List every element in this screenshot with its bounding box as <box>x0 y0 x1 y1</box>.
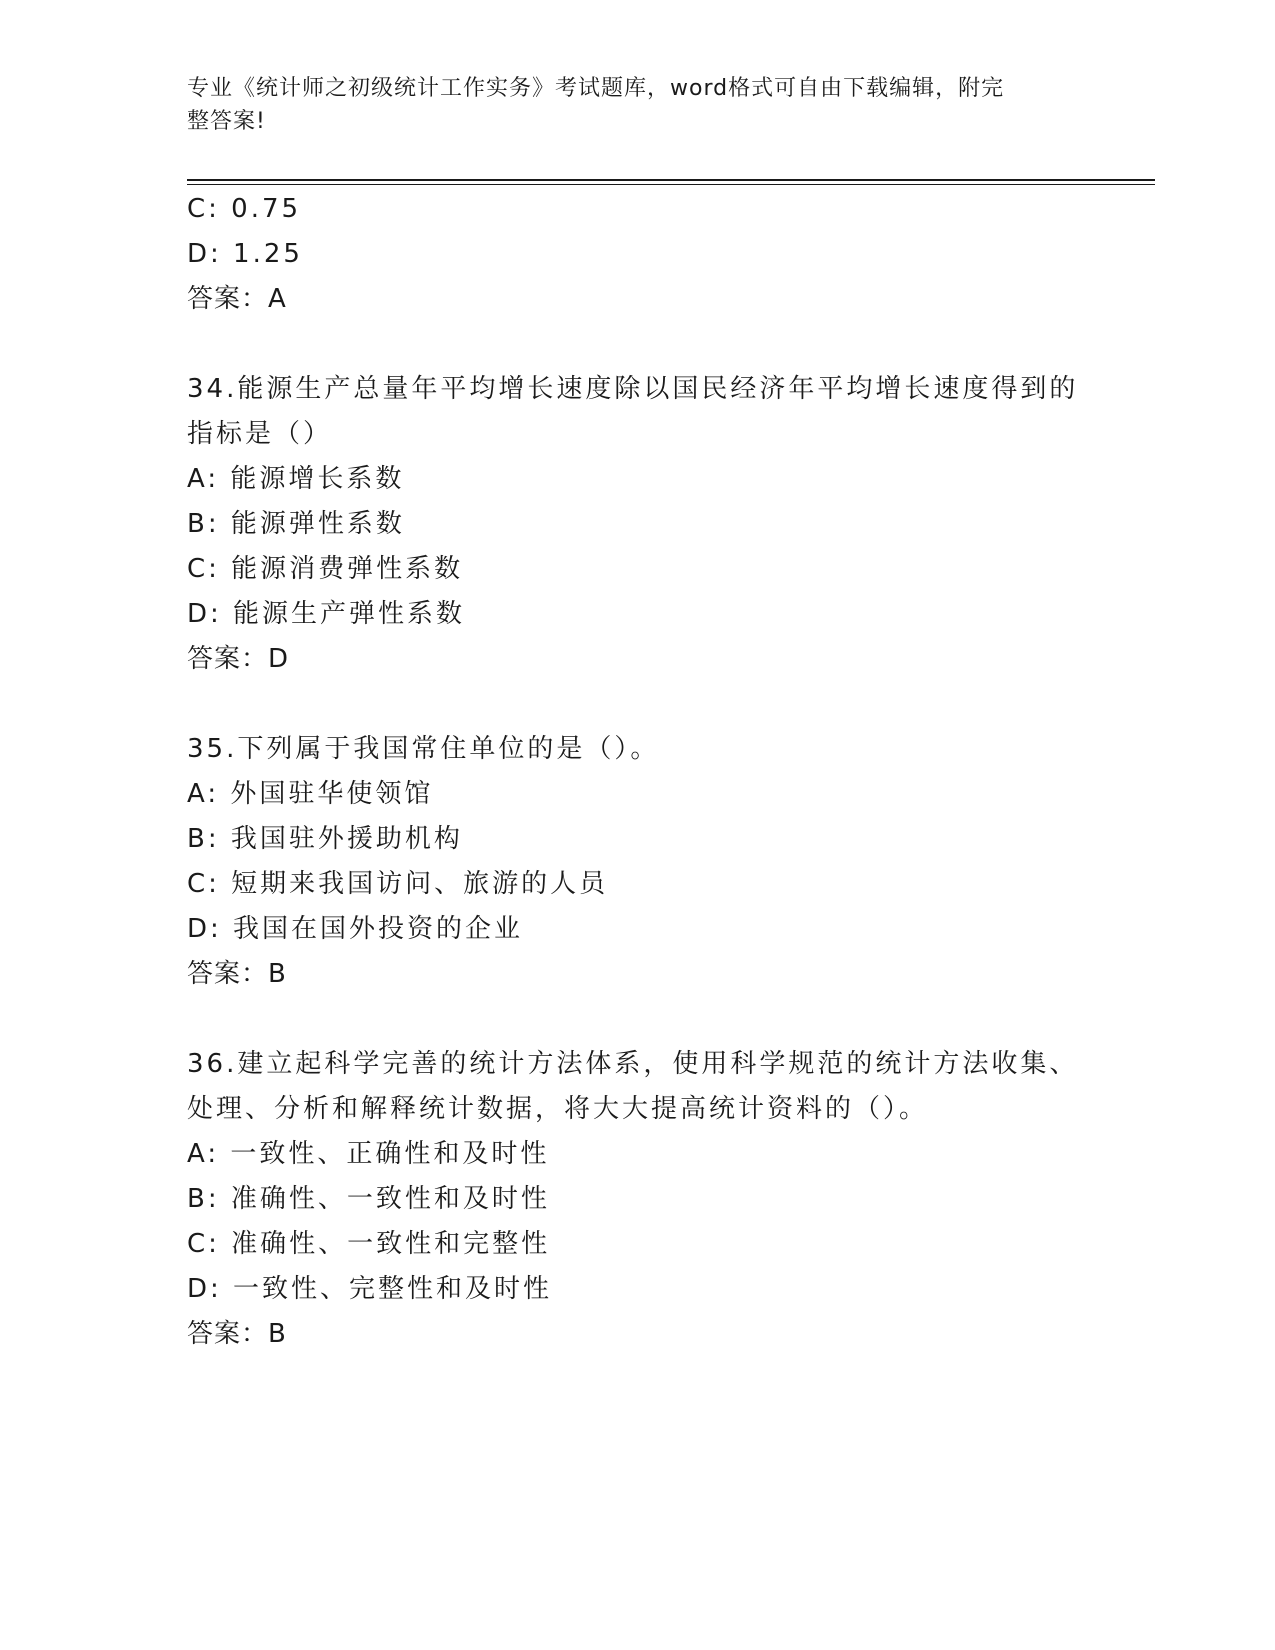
q36-option-a: A: 一致性、正确性和及时性 <box>187 1139 550 1169</box>
q36-stem-line-1: 36.建立起科学完善的统计方法体系，使用科学规范的统计方法收集、 <box>187 1049 1079 1079</box>
q34-stem-line-2: 指标是（） <box>187 419 333 449</box>
q36-stem-line-2: 处理、分析和解释统计数据，将大大提高统计资料的（）。 <box>187 1094 929 1124</box>
prev-option-c: C: 0.75 <box>187 194 302 224</box>
q35-option-b: B: 我国驻外援助机构 <box>187 824 463 854</box>
q34-option-d: D: 能源生产弹性系数 <box>187 599 466 629</box>
q36-option-b: B: 准确性、一致性和及时性 <box>187 1184 550 1214</box>
q35-option-d: D: 我国在国外投资的企业 <box>187 914 524 944</box>
q34-stem-line-1: 34.能源生产总量年平均增长速度除以国民经济年平均增长速度得到的 <box>187 374 1079 404</box>
header-line-2: 整答案! <box>187 109 266 134</box>
prev-answer: 答案：A <box>187 284 287 314</box>
q35-stem-line-1: 35.下列属于我国常住单位的是（）。 <box>187 734 660 764</box>
q34-answer: 答案：D <box>187 644 290 674</box>
q35-answer: 答案：B <box>187 959 287 989</box>
q36-answer: 答案：B <box>187 1319 287 1349</box>
prev-option-d: D: 1.25 <box>187 239 303 269</box>
header-divider-thick <box>187 179 1155 181</box>
q35-option-a: A: 外国驻华使领馆 <box>187 779 434 809</box>
q35-option-c: C: 短期来我国访问、旅游的人员 <box>187 869 609 899</box>
document-header <box>187 72 1087 138</box>
q36-option-d: D: 一致性、完整性和及时性 <box>187 1274 553 1304</box>
header-line-1: 专业《统计师之初级统计工作实务》考试题库，word格式可自由下载编辑，附完 <box>187 76 1005 101</box>
q36-option-c: C: 准确性、一致性和完整性 <box>187 1229 551 1259</box>
q34-option-c: C: 能源消费弹性系数 <box>187 554 464 584</box>
q34-option-b: B: 能源弹性系数 <box>187 509 405 539</box>
q34-option-a: A: 能源增长系数 <box>187 464 405 494</box>
header-divider-thin <box>187 184 1155 185</box>
